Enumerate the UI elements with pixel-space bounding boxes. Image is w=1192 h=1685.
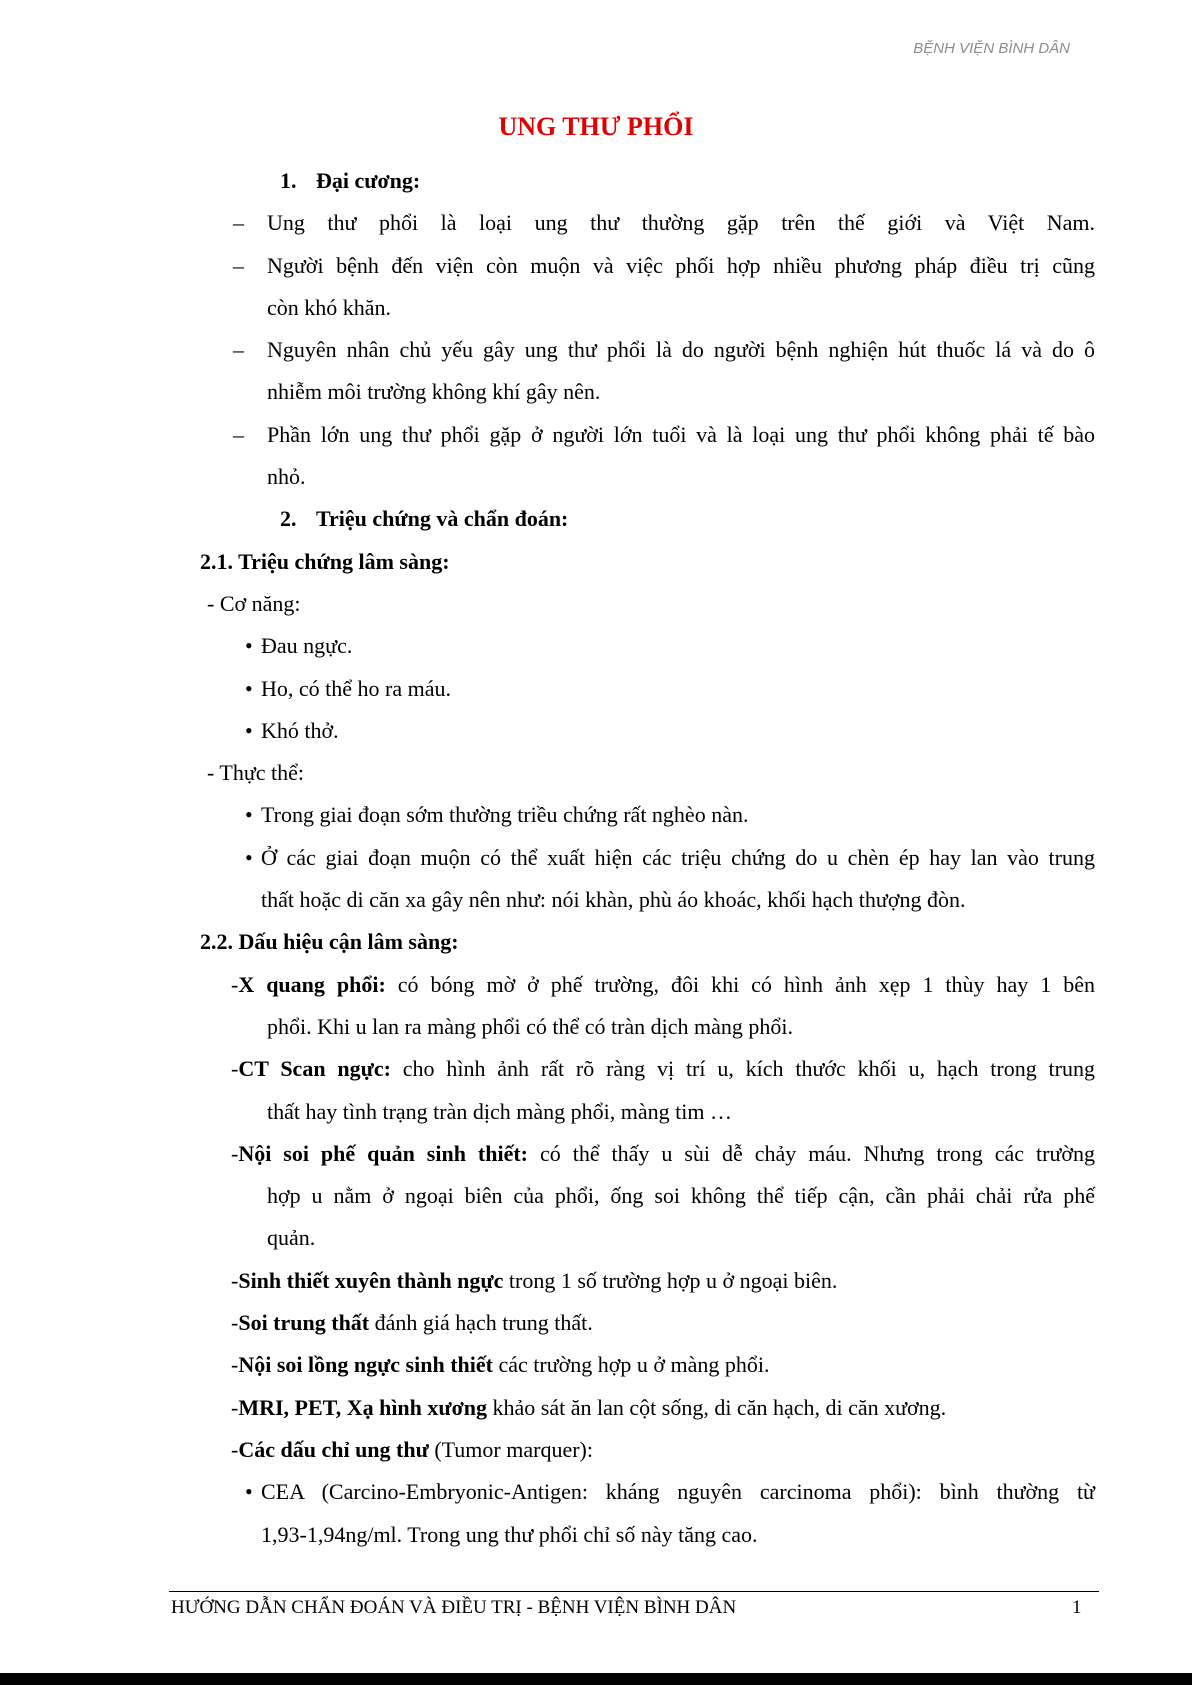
running-header: BỆNH VIỆN BÌNH DÂN [913,40,1070,57]
page-number: 1 [1072,1597,1082,1618]
dash-marker: - [231,971,239,997]
test-item-mri [200,1387,1095,1429]
section-1-heading [200,160,1095,202]
bullet-marker: • [245,633,253,659]
bullet-continuation: thất hoặc di căn xa gây nên như: nói khàn, phù áo khoác, khối hạch thượng đòn. [261,887,966,913]
section-title: Triệu chứng và chẩn đoán: [316,506,569,532]
section-number: 2. [280,506,297,532]
item-text: Khó thở. [261,717,339,743]
bullet-continuation: 1,93-1,94ng/ml. Trong ung thư phổi chỉ số này tăng cao. [261,1521,758,1547]
dash-marker: - [231,1140,239,1166]
bullet-marker: • [245,802,253,828]
dash-marker: - [231,1267,239,1293]
dash-marker: - [231,1310,239,1336]
dash-marker: - [231,1352,239,1378]
document-body [200,160,1095,1556]
test-desc-continuation: phổi. Khi u lan ra màng phổi có thể có tràn dịch màng phổi. [267,1013,794,1039]
dash-marker: – [233,252,244,278]
test-item-dauchi [200,1429,1095,1471]
bullet-marker: • [245,717,253,743]
dash-marker: – [233,337,244,363]
section-title: Đại cương: [316,168,421,193]
test-name: X quang phổi: [238,971,386,997]
test-desc: (Tumor marquer): [428,1436,593,1462]
footer-rule [169,1591,1099,1592]
test-name: Sinh thiết xuyên thành ngực [238,1267,504,1293]
item-text: Ở các giai đoạn muộn có thể xuất hiện các triệu chứng do u chèn ép hay lan vào trung [261,844,1095,870]
dash-marker: – [233,210,244,236]
test-desc-continuation: thất hay tình trạng tràn dịch màng phổi, màng tim … [267,1098,732,1124]
item-text: Đau ngực. [261,633,353,659]
test-desc-continuation: hợp u nằm ở ngoại biên của phổi, ống soi không thể tiếp cận, cần phải chải rửa phế [267,1183,1095,1209]
test-item-xquang [200,964,1095,1006]
subsection-2-1-heading: 2.1. Triệu chứng lâm sàng: [200,548,450,574]
list-item [200,202,1095,244]
test-item-noisoilong [200,1344,1095,1386]
running-footer: HƯỚNG DẪN CHẨN ĐOÁN VÀ ĐIỀU TRỊ - BỆNH VIỆN BÌNH DÂN [171,1597,737,1618]
list-item [200,245,1095,287]
item-text: Nguyên nhân chủ yếu gây ung thư phổi là do người bệnh nghiện hút thuốc lá và do ô [267,337,1095,363]
test-desc: trong 1 số trường hợp u ở ngoại biên. [503,1267,838,1293]
item-text: Ho, có thể ho ra máu. [261,675,451,701]
bullet-item-cea [200,1471,1095,1513]
test-desc: có bóng mờ ở phế trường, đôi khi có hình ảnh xẹp 1 thùy hay 1 bên [385,971,1095,997]
item-text: Người bệnh đến viện còn muộn và việc phối hợp nhiều phương pháp điều trị cũng [267,252,1095,278]
test-desc: đánh giá hạch trung thất. [369,1310,593,1336]
bullet-item [200,794,1095,836]
test-item-ct [200,1048,1095,1090]
list-item-continuation: nhỏ. [267,464,306,490]
section-number: 1. [280,168,297,193]
subsection-2-2-heading: 2.2. Dấu hiệu cận lâm sàng: [200,929,459,955]
test-name: Nội soi phế quản sinh thiết: [238,1140,529,1166]
bullet-item [200,625,1095,667]
test-item-soitrung [200,1302,1095,1344]
test-name: MRI, PET, Xạ hình xương [238,1394,488,1420]
test-name: Soi trung thất [238,1310,370,1336]
test-item-noisoi [200,1133,1095,1175]
section-2-heading [200,498,1095,540]
test-name: Các dấu chỉ ung thư [238,1436,429,1462]
bottom-edge-band [0,1673,1192,1685]
test-desc: khảo sát ăn lan cột sống, di căn hạch, di căn xương. [487,1394,947,1420]
list-item-continuation: còn khó khăn. [267,294,392,320]
test-desc: cho hình ảnh rất rõ ràng vị trí u, kích thước khối u, hạch trong trung [390,1056,1095,1082]
list-item [200,414,1095,456]
test-desc: có thể thấy u sùi dễ chảy máu. Nhưng trong các trường [528,1140,1095,1166]
dash-marker: - [231,1436,239,1462]
co-nang-label: - Cơ năng: [207,590,301,616]
item-text: Phần lớn ung thư phổi gặp ở người lớn tuổi và là loại ung thư phổi không phải tế bào [267,421,1095,447]
thuc-the-label: - Thực thể: [207,760,305,786]
bullet-marker: • [245,1479,253,1505]
bullet-marker: • [245,844,253,870]
page-title: UNG THƯ PHỔI [498,112,694,141]
item-text: Ung thư phổi là loại ung thư thường gặp trên thế giới và Việt Nam. [267,210,1095,236]
test-desc-continuation: quản. [267,1225,316,1251]
dash-marker: – [233,421,244,447]
item-text: Trong giai đoạn sớm thường triều chứng rất nghèo nàn. [261,802,749,828]
test-name: Nội soi lồng ngực sinh thiết [238,1352,493,1378]
bullet-item [200,837,1095,879]
test-item-sinhthiet [200,1260,1095,1302]
dash-marker: - [231,1394,239,1420]
bullet-item [200,710,1095,752]
bullet-marker: • [245,675,253,701]
bullet-item [200,668,1095,710]
item-text: CEA (Carcino-Embryonic-Antigen: kháng nguyên carcinoma phổi): bình thường từ [261,1479,1095,1505]
test-desc: các trường hợp u ở màng phổi. [492,1352,770,1378]
test-name: CT Scan ngực: [238,1056,391,1082]
list-item-continuation: nhiễm môi trường không khí gây nên. [267,379,601,405]
list-item [200,329,1095,371]
dash-marker: - [231,1056,239,1082]
